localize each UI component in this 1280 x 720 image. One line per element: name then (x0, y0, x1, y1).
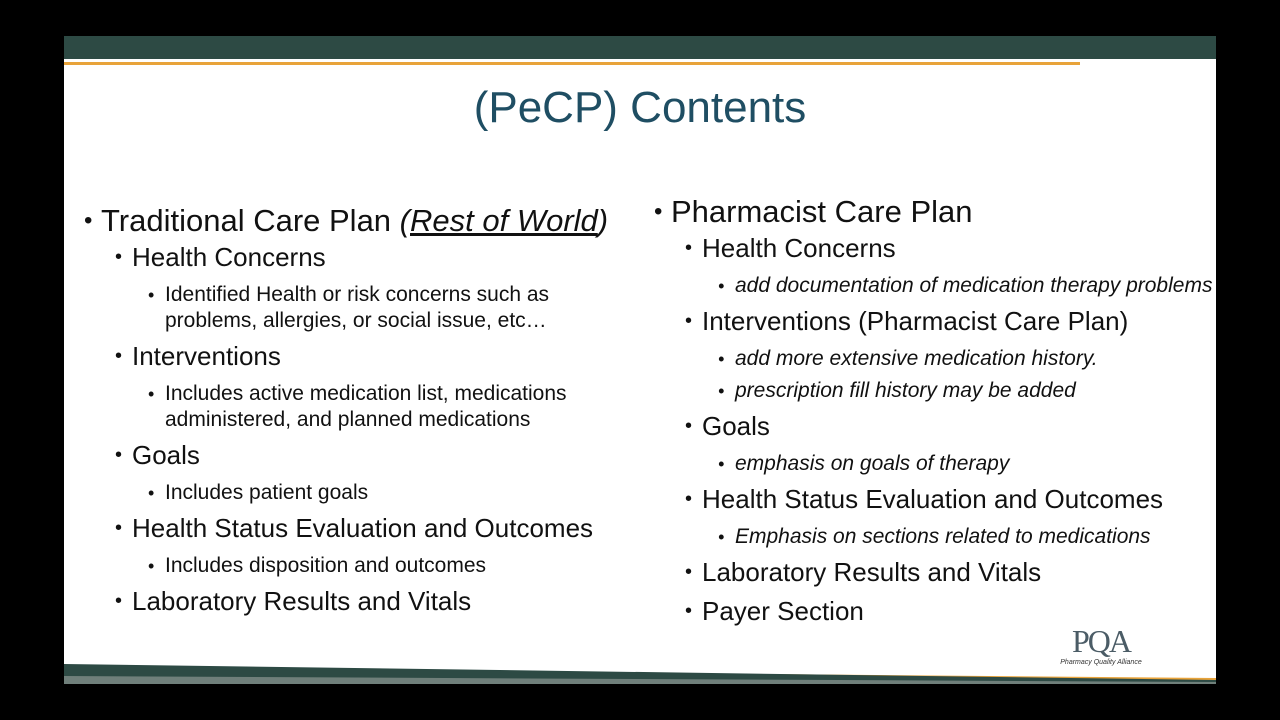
traditional-care-plan-column (84, 201, 644, 618)
list-item: • Includes patient goals (148, 481, 369, 504)
pharmacist-care-plan-column (654, 192, 1214, 628)
accent-line (64, 62, 1080, 65)
list-item: • emphasis on goals of therapy (718, 452, 1010, 475)
list-item: • Interventions (115, 341, 281, 371)
bullet-icon: • (115, 345, 123, 367)
bullet-icon: • (115, 590, 123, 612)
list-item: • Laboratory Results and Vitals (115, 586, 472, 616)
pharmacist-care-plan-heading: • Pharmacist Care Plan (654, 192, 1214, 232)
top-banner (64, 36, 1216, 59)
list-item: • Emphasis on sections related to medications (718, 525, 1151, 548)
bullet-icon: • (654, 198, 663, 225)
list-item: • Identified Health or risk concerns such as problems, allergies, or social issue, etc… (148, 283, 550, 332)
list-item: • Interventions (Pharmacist Care Plan) (685, 306, 1129, 336)
bullet-icon: • (685, 237, 693, 259)
bullet-icon: • (685, 488, 693, 510)
bottom-stripe (64, 654, 1216, 684)
bullet-icon: • (718, 527, 725, 547)
slide (64, 36, 1216, 684)
bullet-icon: • (148, 285, 155, 305)
bullet-icon: • (718, 381, 725, 401)
logo-subtitle: Pharmacy Quality Alliance (1060, 659, 1142, 666)
list-item: • Laboratory Results and Vitals (685, 557, 1042, 587)
bullet-icon: • (115, 517, 123, 539)
bullet-icon: • (115, 444, 123, 466)
slide-title: (PeCP) Contents (473, 83, 807, 132)
list-item: • Includes active medication list, medications administered, and planned medications (148, 382, 567, 431)
bullet-icon: • (685, 415, 693, 437)
list-item: • Health Status Evaluation and Outcomes (115, 513, 594, 543)
logo-mark: PQA (1071, 623, 1130, 659)
bullet-icon: • (148, 483, 155, 503)
list-item: • Includes disposition and outcomes (148, 554, 487, 577)
list-item: • Payer Section (685, 596, 864, 626)
bullet-icon: • (685, 600, 693, 622)
list-item: • Goals (685, 411, 770, 441)
bullet-icon: • (148, 556, 155, 576)
bullet-icon: • (718, 276, 725, 296)
list-item: • add more extensive medication history. (718, 347, 1098, 370)
bullet-icon: • (148, 384, 155, 404)
traditional-care-plan-heading: • Traditional Care Plan (Rest of World) (84, 201, 644, 241)
bullet-icon: • (115, 246, 123, 268)
list-item: • prescription fill history may be added (718, 379, 1076, 402)
bullet-icon: • (718, 454, 725, 474)
list-item: • Goals (115, 440, 200, 470)
bullet-icon: • (84, 207, 93, 234)
list-item: • Health Status Evaluation and Outcomes (685, 484, 1164, 514)
bullet-icon: • (685, 310, 693, 332)
rest-of-world-link[interactable]: Rest of World (410, 203, 598, 238)
list-item: • Health Concerns (685, 233, 896, 263)
list-item: • Health Concerns (115, 242, 326, 272)
list-item: • add documentation of medication therapy problems (718, 274, 1213, 297)
bullet-icon: • (718, 349, 725, 369)
bullet-icon: • (685, 561, 693, 583)
